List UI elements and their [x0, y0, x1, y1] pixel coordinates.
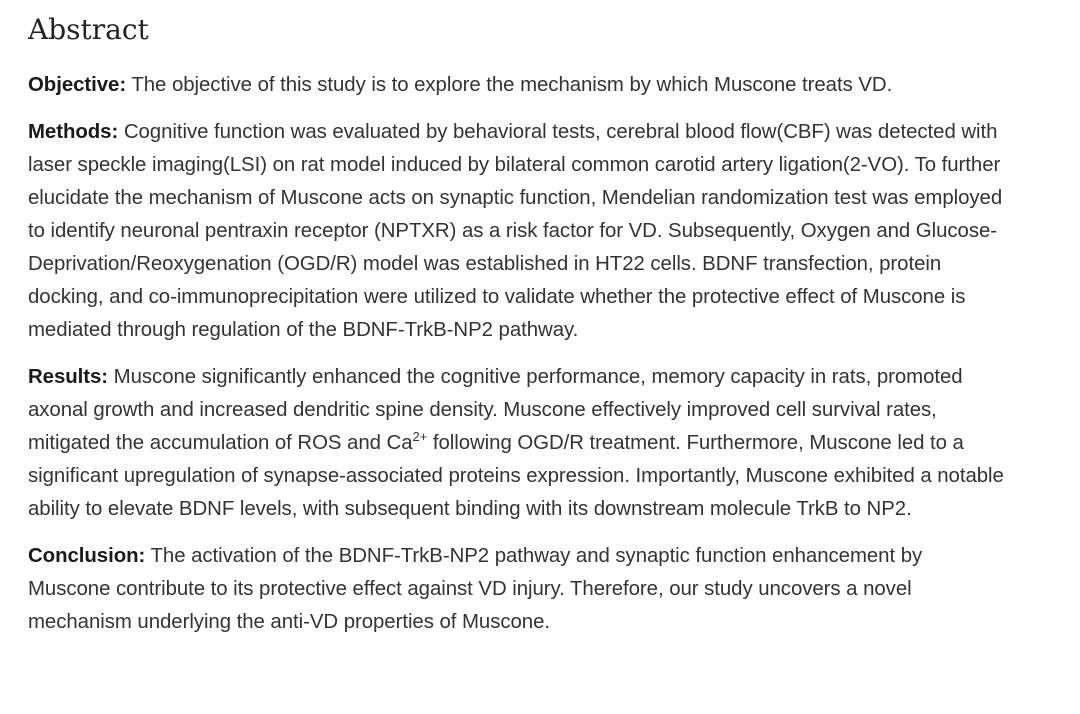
- results-text-part-1: Muscone significantly enhanced the cognitive performance, memory capacity in rats, promoted axonal growth and increased dendritic spine density. Muscone effectively improved cell survival rates, mitigated the accumulation of ROS and Ca: [28, 366, 963, 454]
- calcium-charge-superscript: 2+: [412, 429, 428, 445]
- conclusion-text: The activation of the BDNF-TrkB-NP2 pathway and synaptic function enhancement by Muscone contribute to its protective effect against VD injury. Therefore, our study uncovers a novel mechanism underlying the anti-VD properties of Muscone.: [28, 545, 923, 633]
- methods-paragraph: [28, 116, 1008, 347]
- results-paragraph: [28, 361, 1008, 526]
- abstract-heading: Abstract: [28, 13, 149, 46]
- results-label: Results:: [28, 366, 109, 388]
- objective-text: The objective of this study is to explore the mechanism by which Muscone treats VD.: [126, 74, 893, 96]
- results-text-part-2: following OGD/R treatment. Furthermore, Muscone led to a significant upregulation of synapse-associated proteins expression. Importantly, Muscone exhibited a notable ability to elevate BDNF levels, with subsequent binding with its downstream molecule TrkB to NP2.: [28, 432, 1004, 520]
- conclusion-paragraph: [28, 540, 1008, 639]
- conclusion-label: Conclusion:: [28, 545, 146, 567]
- objective-label: Objective:: [28, 74, 127, 96]
- methods-label: Methods:: [28, 121, 119, 143]
- objective-paragraph: [28, 69, 1008, 102]
- methods-text: Cognitive function was evaluated by behavioral tests, cerebral blood flow(CBF) was detected with laser speckle imaging(LSI) on rat model induced by bilateral common carotid artery ligation(2-VO). To further elucidate the mechanism of Muscone acts on synaptic function, Mendelian randomization test was employed to identify neuronal pentraxin receptor (NPTXR) as a risk factor for VD. Subsequently, Oxygen and Glucose-Deprivation/Reoxygenation (OGD/R) model was established in HT22 cells. BDNF transfection, protein docking, and co-immunoprecipitation were utilized to validate whether the protective effect of Muscone is mediated through regulation of the BDNF-TrkB-NP2 pathway.: [28, 121, 1003, 341]
- abstract-section: [28, 10, 1008, 653]
